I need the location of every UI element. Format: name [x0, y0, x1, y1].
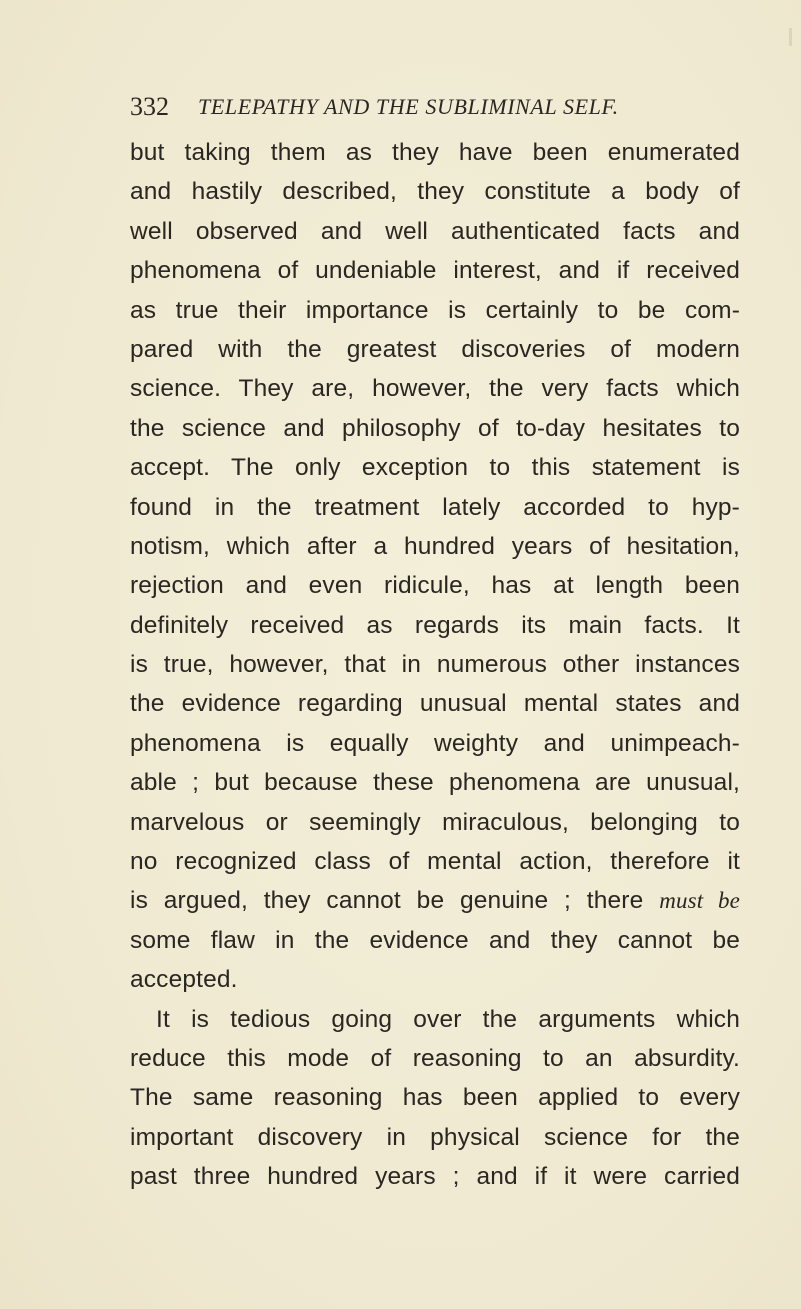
- text-line: and hastily described, they constitute a body of: [130, 178, 740, 206]
- text-line: marvelous or seemingly miraculous, belonging to: [130, 808, 740, 836]
- paragraph-end-line: accepted.: [130, 966, 238, 994]
- body-text: [130, 133, 740, 1197]
- text-line: found in the treatment lately accorded to hyp-: [130, 493, 740, 521]
- page-number: 332: [130, 92, 169, 121]
- text-line: reduce this mode of reasoning to an absurdity.: [130, 1044, 740, 1072]
- text-line: but taking them as they have been enumerated: [130, 139, 740, 166]
- text-line: notism, which after a hundred years of hesitation,: [130, 532, 740, 560]
- text-line: definitely received as regards its main facts. It: [130, 611, 740, 639]
- text-line: past three hundred years ; and if it were carried: [130, 1163, 740, 1191]
- text-line: phenomena of undeniable interest, and if received: [130, 257, 740, 285]
- text-line: pared with the greatest discoveries of modern: [130, 335, 740, 363]
- text-line: accept. The only exception to this statement is: [130, 454, 740, 482]
- text-line: important discovery in physical science for the: [130, 1123, 740, 1151]
- text-line: the science and philosophy of to-day hesitates to: [130, 414, 740, 442]
- text-line: as true their importance is certainly to be com-: [130, 296, 740, 324]
- page-edge-mark: [789, 28, 792, 46]
- text-line: well observed and well authenticated facts and: [130, 217, 740, 245]
- text-line: the evidence regarding unusual mental states and: [130, 690, 740, 718]
- emphasized-phrase: must be: [659, 888, 740, 914]
- text-segment: is argued, they cannot be genuine ; there: [130, 887, 644, 915]
- text-line: is true, however, that in numerous other instances: [130, 651, 740, 679]
- text-line: rejection and even ridicule, has at length been: [130, 572, 740, 600]
- text-line: able ; but because these phenomena are unusual,: [130, 769, 740, 797]
- text-line: science. They are, however, the very facts which: [130, 375, 740, 403]
- running-head: [130, 88, 750, 122]
- paragraph-start-line: It is tedious going over the arguments which: [156, 1005, 740, 1033]
- text-line: The same reasoning has been applied to every: [130, 1084, 740, 1112]
- text-line: some flaw in the evidence and they cannot be: [130, 926, 740, 954]
- running-title: TELEPATHY AND THE SUBLIMINAL SELF.: [198, 94, 619, 119]
- text-line-with-emphasis: [130, 881, 740, 920]
- text-line: no recognized class of mental action, therefore it: [130, 848, 740, 876]
- text-line: phenomena is equally weighty and unimpeach-: [130, 729, 740, 757]
